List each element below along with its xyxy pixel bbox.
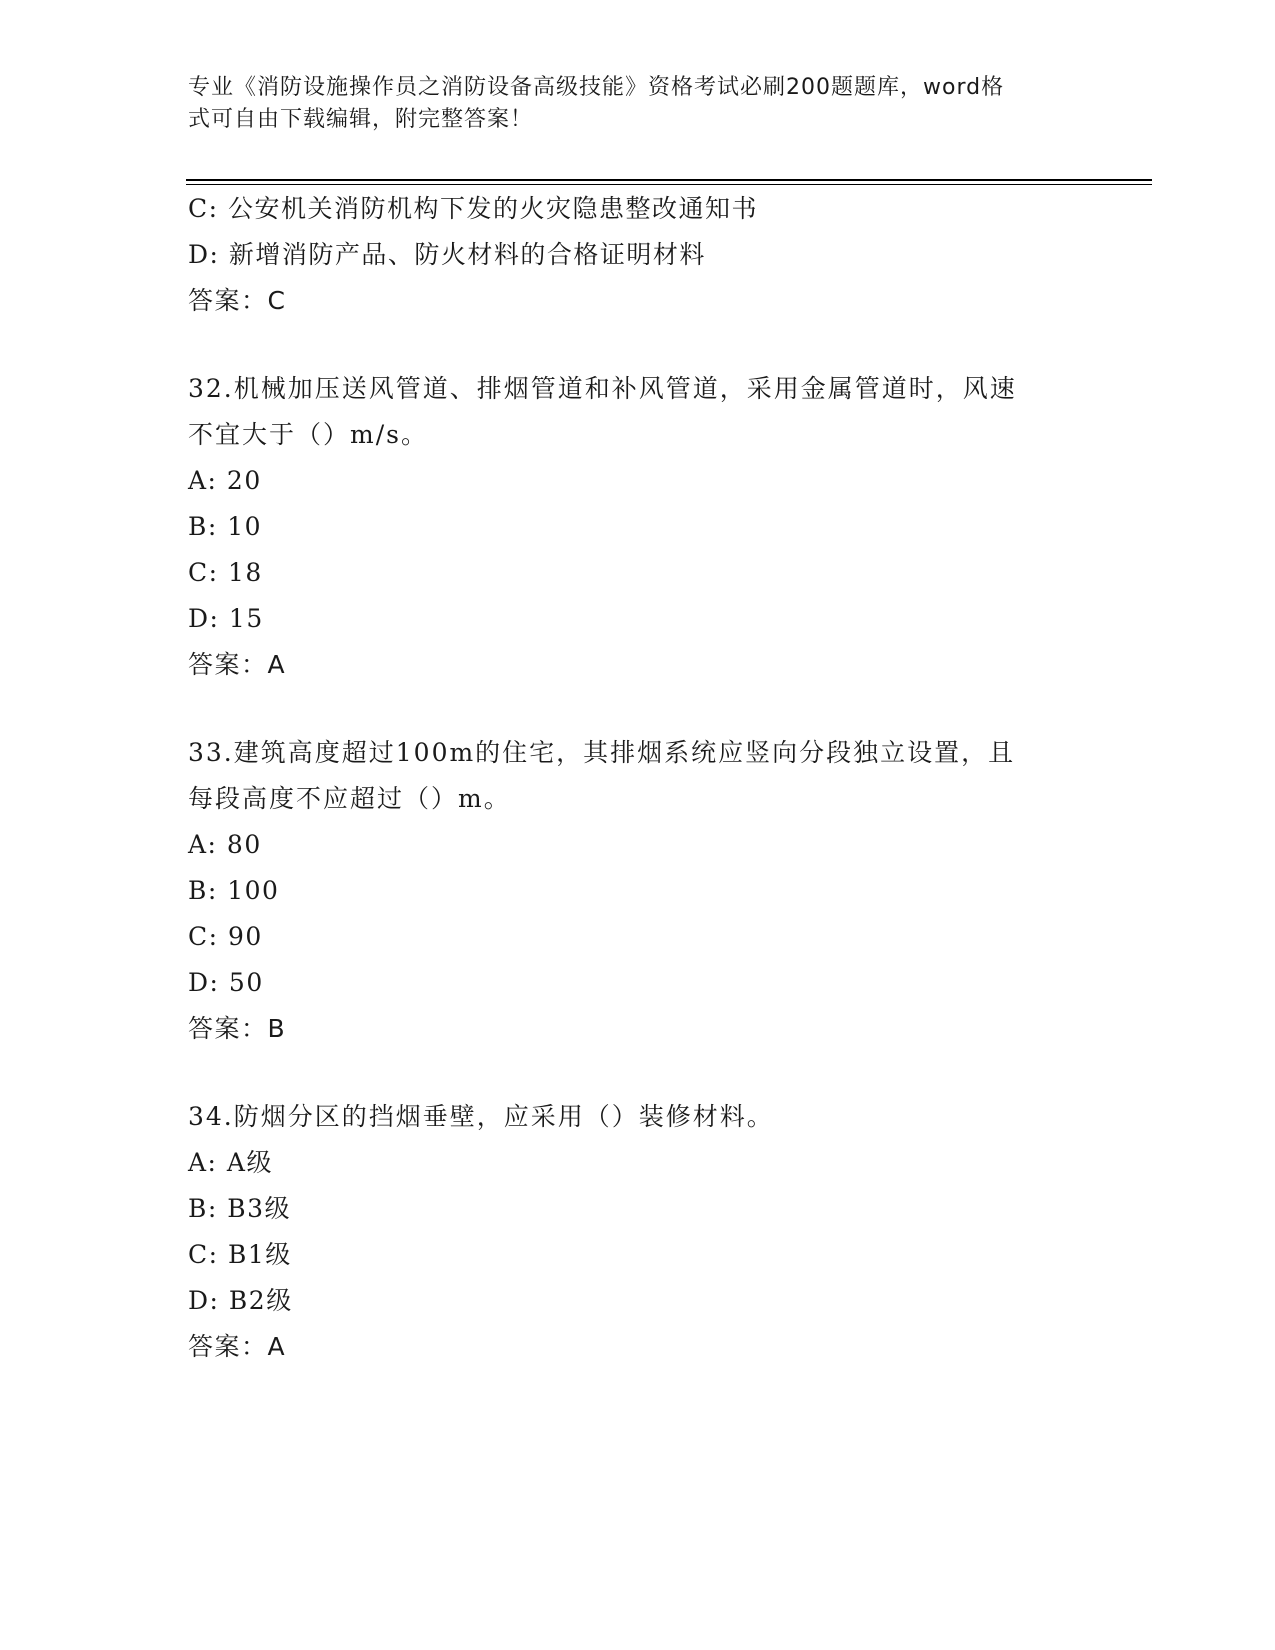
option-a: A: 20 <box>188 466 262 495</box>
question-32 <box>188 366 1088 688</box>
answer-line: 答案：A <box>188 1332 287 1361</box>
question-stem-line-2: 每段高度不应超过（）m。 <box>188 784 511 813</box>
answer-line: 答案：C <box>188 286 287 315</box>
option-d: D: 15 <box>188 604 264 633</box>
question-stem-line-1: 33.建筑高度超过100m的住宅，其排烟系统应竖向分段独立设置，且 <box>188 738 1016 767</box>
option-b: B: 10 <box>188 512 263 541</box>
question-stem-line-2: 不宜大于（）m/s。 <box>188 420 428 449</box>
spacer <box>188 1052 1088 1094</box>
spacer <box>188 324 1088 366</box>
option-b: B: B3级 <box>188 1194 292 1223</box>
option-b: B: 100 <box>188 876 280 905</box>
question-stem-line-1: 32.机械加压送风管道、排烟管道和补风管道，采用金属管道时，风速 <box>188 374 1017 403</box>
previous-question-tail <box>188 186 1088 324</box>
option-c: C: 18 <box>188 558 263 587</box>
option-d: D: 50 <box>188 968 264 997</box>
question-stem-line-1: 34.防烟分区的挡烟垂壁，应采用（）装修材料。 <box>188 1102 774 1131</box>
header-line-1: 专业《消防设施操作员之消防设备高级技能》资格考试必刷200题题库，word格 <box>188 75 1005 100</box>
header-line-2: 式可自由下载编辑，附完整答案！ <box>188 107 534 132</box>
header-divider-thin <box>186 184 1152 185</box>
option-c: C: 公安机关消防机构下发的火灾隐患整改通知书 <box>188 194 758 223</box>
question-34 <box>188 1094 1088 1370</box>
answer-line: 答案：B <box>188 1014 287 1043</box>
question-content <box>188 186 1088 1370</box>
option-a: A: 80 <box>188 830 262 859</box>
option-a: A: A级 <box>188 1148 273 1177</box>
page-header <box>188 72 1068 136</box>
answer-line: 答案：A <box>188 650 287 679</box>
option-d: D: 新增消防产品、防火材料的合格证明材料 <box>188 240 706 269</box>
question-33 <box>188 730 1088 1052</box>
header-divider-thick <box>186 179 1152 181</box>
option-c: C: B1级 <box>188 1240 292 1269</box>
option-d: D: B2级 <box>188 1286 293 1315</box>
spacer <box>188 688 1088 730</box>
option-c: C: 90 <box>188 922 263 951</box>
